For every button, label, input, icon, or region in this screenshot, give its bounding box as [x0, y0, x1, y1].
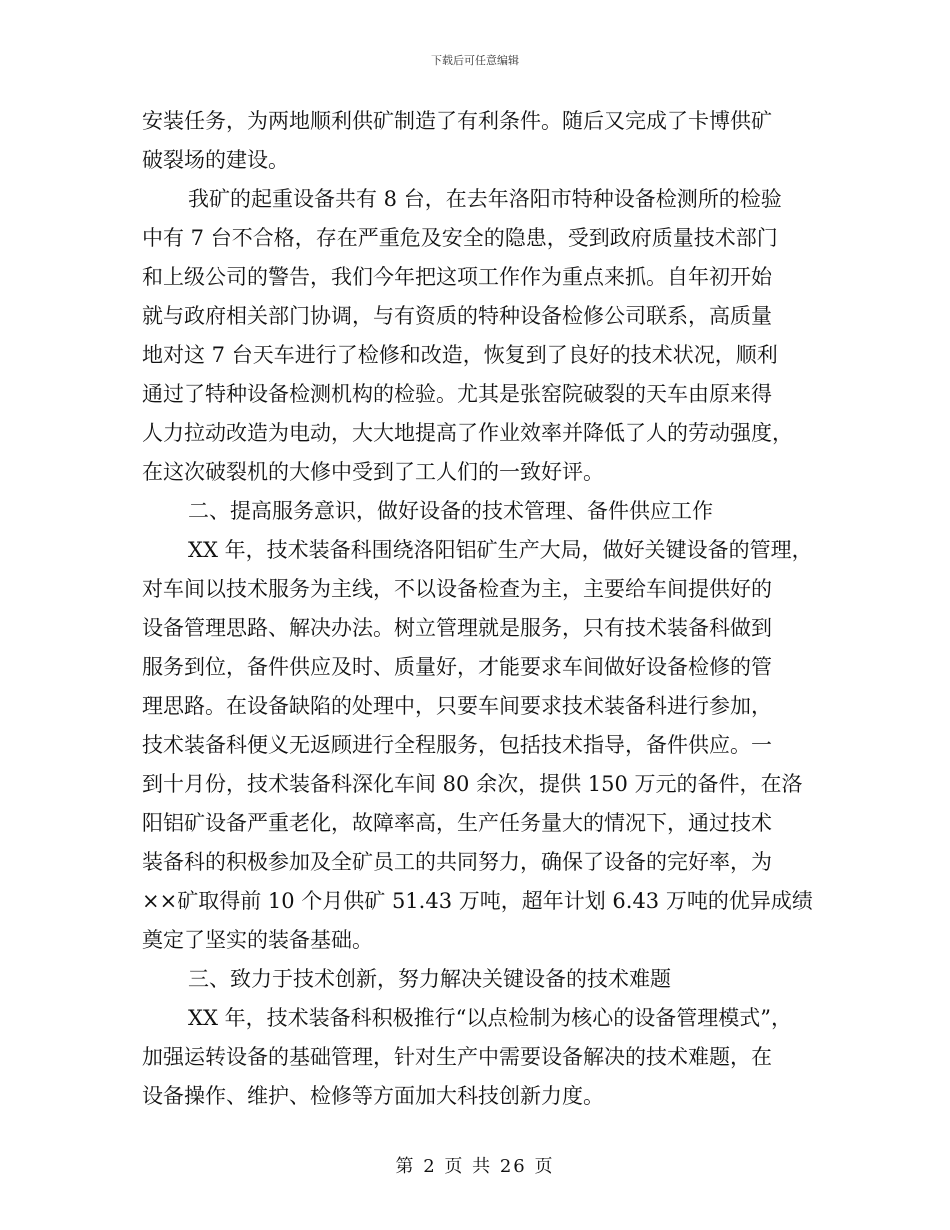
- text-line: 设备管理思路、解决办法。树立管理就是服务，只有技术装备科做到: [142, 616, 772, 640]
- text-line: 地对这 7 台天车进行了检修和改造，恢复到了良好的技术状况，顺利: [142, 343, 778, 367]
- text-line: 破裂场的建设。: [142, 148, 289, 172]
- text-line: 中有 7 台不合格，存在严重危及安全的隐患，受到政府质量技术部门: [142, 226, 778, 250]
- text-line: 到十月份，技术装备科深化车间 80 余次，提供 150 万元的备件，在洛: [142, 772, 803, 796]
- text-line: 装备科的积极参加及全矿员工的共同努力，确保了设备的完好率，为: [142, 850, 772, 874]
- document-body: [142, 102, 812, 1116]
- page-number-footer: 第 2 页 共 26 页: [395, 1156, 555, 1177]
- text-line: 设备操作、维护、检修等方面加大科技创新力度。: [142, 1084, 604, 1108]
- text-line: 在这次破裂机的大修中受到了工人们的一致好评。: [142, 460, 604, 484]
- text-line: 理思路。在设备缺陷的处理中，只要车间要求技术装备科进行参加，: [142, 694, 772, 718]
- text-line: 就与政府相关部门协调，与有资质的特种设备检修公司联系，高质量: [142, 304, 772, 328]
- text-line: 加强运转设备的基础管理，针对生产中需要设备解决的技术难题，在: [142, 1045, 772, 1069]
- text-line: 安装任务，为两地顺利供矿制造了有利条件。随后又完成了卡博供矿: [142, 109, 772, 133]
- section-heading: 三、致力于技术创新，努力解决关键设备的技术难题: [188, 967, 671, 991]
- text-line: 通过了特种设备检测机构的检验。尤其是张窑院破裂的天车由原来得: [142, 382, 772, 406]
- text-line: 我矿的起重设备共有 8 台，在去年洛阳市特种设备检测所的检验: [188, 187, 782, 211]
- text-line: 技术装备科便义无返顾进行全程服务，包括技术指导，备件供应。一: [142, 733, 772, 757]
- text-line: 服务到位，备件供应及时、质量好，才能要求车间做好设备检修的管: [142, 655, 772, 679]
- text-line: 和上级公司的警告，我们今年把这项工作作为重点来抓。自年初开始: [142, 265, 772, 289]
- section-heading: 二、提高服务意识，做好设备的技术管理、备件供应工作: [188, 499, 713, 523]
- text-line: 奠定了坚实的装备基础。: [142, 928, 373, 952]
- text-line: XX 年，技术装备科积极推行“以点检制为核心的设备管理模式”，: [188, 1006, 793, 1030]
- text-line: 人力拉动改造为电动，大大地提高了作业效率并降低了人的劳动强度，: [142, 421, 793, 445]
- text-line: 对车间以技术服务为主线，不以设备检查为主，主要给车间提供好的: [142, 577, 772, 601]
- text-line: ××矿取得前 10 个月供矿 51.43 万吨，超年计划 6.43 万吨的优异成绩: [142, 889, 813, 913]
- text-line: XX 年，技术装备科围绕洛阳铝矿生产大局，做好关键设备的管理，: [188, 538, 813, 562]
- page-header: 下载后可任意编辑: [431, 54, 519, 67]
- text-line: 阳铝矿设备严重老化，故障率高，生产任务量大的情况下，通过技术: [142, 811, 772, 835]
